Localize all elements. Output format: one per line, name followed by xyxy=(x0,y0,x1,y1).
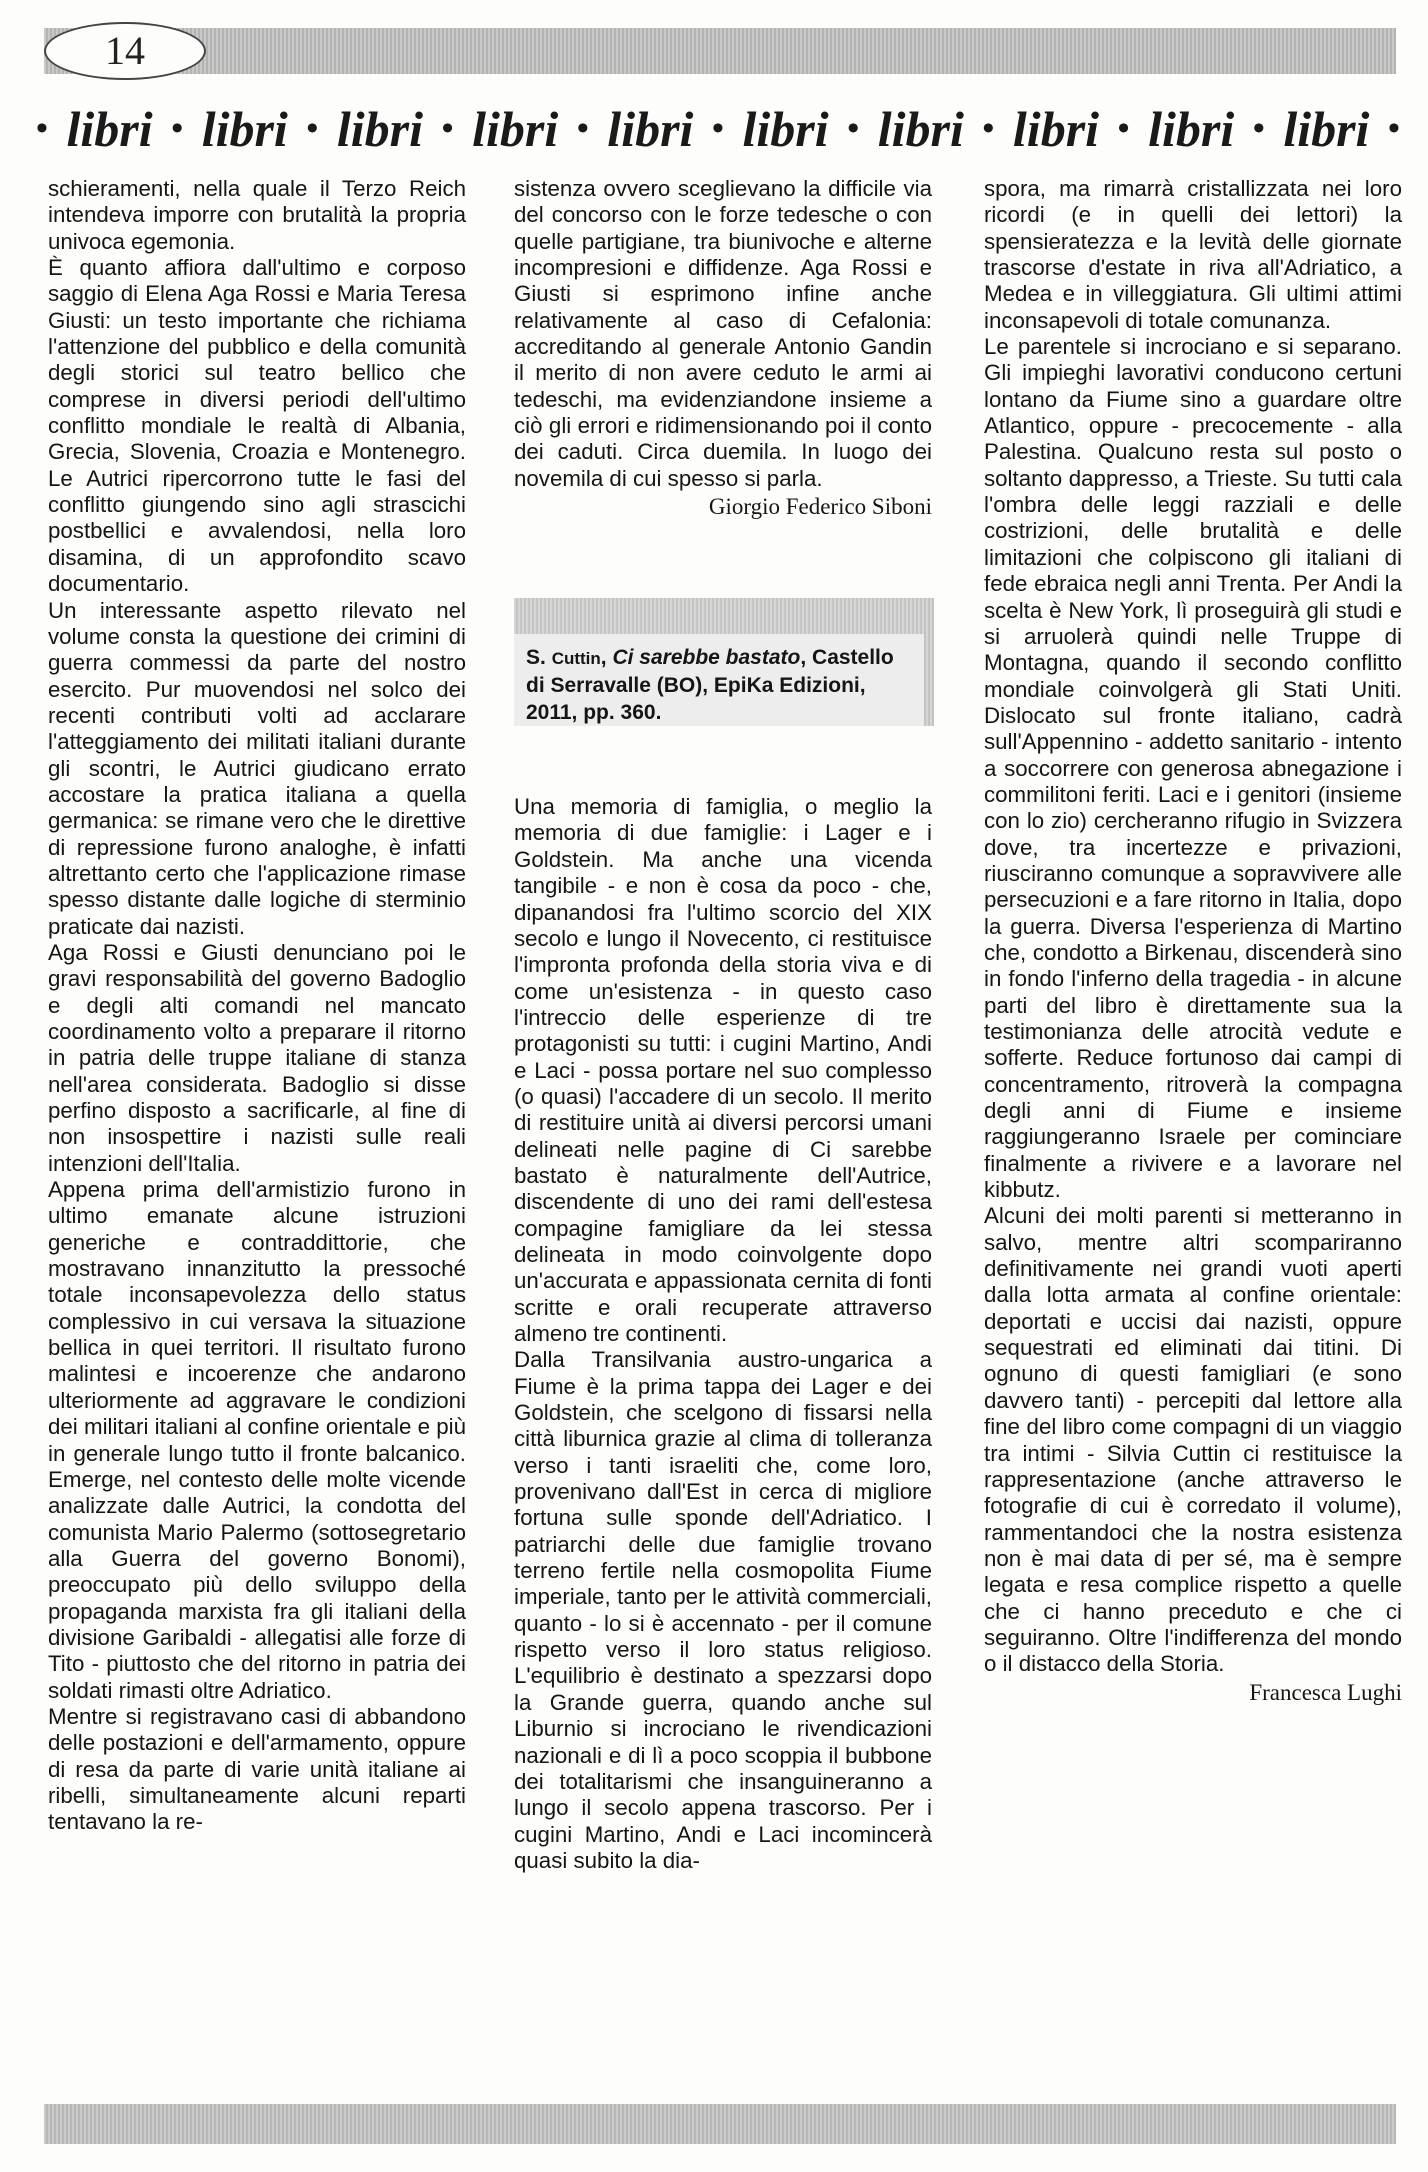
bullet-separator: • xyxy=(982,110,995,147)
bullet-separator: • xyxy=(712,110,724,147)
header-word: libri xyxy=(1148,101,1235,157)
bottom-banner-bar xyxy=(44,2104,1396,2144)
book-details: , Castello di Serravalle (BO), EpiKa Edizioni, 2011, pp. 360. xyxy=(526,646,894,725)
column-left xyxy=(48,176,466,1836)
bullet-separator: • xyxy=(171,110,184,147)
header-word: libri xyxy=(877,101,964,157)
book-title-separator: , xyxy=(600,646,613,670)
paragraph: Mentre si registravano casi di abbandono delle postazioni e dell'armamento, oppure di resa da parte di varie unità italiane ai ribelli, simultaneamente alcuni reparti tentavano la re- xyxy=(48,1703,466,1835)
book-reference-box xyxy=(514,598,934,726)
paragraph: sistenza ovvero sceglievano la difficile via del concorso con le forze tedesche o con quelle partigiane, tra biunivoche e alterne incompresioni e diffidenze. Aga Rossi e Giusti si esprimono infine anche relativamente al caso di Cefalonia: accreditando al generale Antonio Gandin il merito di non avere ceduto le armi ai tedeschi, ma evidenziandone insieme a ciò gli errori e ridimensionando poi il conto dei caduti. Circa duemila. In luogo dei novemila di cui spesso si parla. xyxy=(514,176,932,491)
section-header-libri xyxy=(36,98,1400,160)
bullet-separator: • xyxy=(1388,110,1400,147)
paragraph: Appena prima dell'armistizio furono in ultimo emanate alcune istruzioni generiche e contraddittorie, che mostravano innanzitutto la pressoché totale inconsapevolezza dello status complessivo in cui versava la situazione bellica in quei territori. Il risultato furono malintesi e incoerenze che andarono ulteriormente ad aggravare le condizioni dei militari italiani al confine orientale e più in generale lungo tutto il fronte balcanico. Emerge, nel contesto delle molte vicende analizzate dalle Autrici, la condotta del comunista Mario Palermo (sottosegretario alla Guerra del governo Bonomi), preoccupato più dello sviluppo della propaganda marxista fra gli italiani della divisione Garibaldi - allegatisi alle forze di Tito - piuttosto che del ritorno in patria dei soldati rimasti oltre Adriatico. xyxy=(48,1177,466,1703)
header-word: libri xyxy=(472,101,559,157)
header-word: libri xyxy=(1283,101,1370,157)
paragraph: È quanto affiora dall'ultimo e corposo saggio di Elena Aga Rossi e Maria Teresa Giusti: un testo importante che richiama l'attenzione del pubblico e della comunità degli storici sul teatro bellico che comprese in diversi periodi dell'ultimo conflitto mondiale le realtà di Albania, Grecia, Slovenia, Croazia e Montenegro. Le Autrici ripercorrono tutte le fasi del conflitto giungendo sino agli strascichi postbellici e avvalendosi, nella loro disamina, di un approfondito scavo documentario. xyxy=(48,255,466,597)
header-word: libri xyxy=(1012,101,1100,157)
book-author-initial: S. xyxy=(526,646,552,670)
review-signature: Francesca Lughi xyxy=(1249,1679,1402,1705)
paragraph: Un interessante aspetto rilevato nel volume consta la questione dei crimini di guerra commessi da parte del nostro esercito. Pur muovendosi nel solco dei recenti contributi volti ad acclarare l'atteggiamento dei militati italiani durante gli scontri, le Autrici giudicano errato accostare la pratica italiana a quella germanica: se rimane vero che le direttive di repressione furono analoghe, è infatti altrettanto certo che l'applicazione rimase spesso distante dalle logiche di sterminio praticate dai nazisti. xyxy=(48,597,466,939)
bullet-separator: • xyxy=(36,110,48,147)
review-signature: Giorgio Federico Siboni xyxy=(708,494,932,520)
bullet-separator: • xyxy=(1117,110,1130,147)
bullet-separator: • xyxy=(576,110,589,147)
book-title: Ci sarebbe bastato xyxy=(612,646,801,670)
paragraph: spora, ma rimarrà cristallizzata nei loro ricordi (e in quelli dei lettori) la spensieratezza e la levità delle giornate trascorse d'estate in riva all'Adriatico, a Medea e in villeggiatura. Gli ultimi attimi inconsapevoli di totale comunanza. xyxy=(984,176,1402,333)
book-author-surname: Cuttin xyxy=(551,649,601,669)
bullet-separator: • xyxy=(1252,110,1265,147)
paragraph: Alcuni dei molti parenti si metteranno in salvo, mentre altri scompariranno definitivamente nei grandi vuoti aperti dalla lotta armata al confine orientale: deportati e uccisi dai nazisti, oppure sequestrati ed eliminati dai titini. Di ognuno di questi famigliari (e sono davvero tanti) - percepiti dal lettore alla fine del libro come compagni di un viaggio tra intimi - Silvia Cuttin ci restituisce la rappresentazione (anche attraverso le fotografie di cui è corredato il volume), rammentandoci che la nostra esistenza non è mai data di per sé, ma è sempre legata e resa complice rispetto a quelle che ci hanno preceduto e che ci seguiranno. Oltre l'indifferenza del mondo o il distacco della Storia. xyxy=(984,1203,1402,1677)
book-reference xyxy=(514,634,924,726)
paragraph: Le parentele si incrociano e si separano. Gli impieghi lavorativi conducono certuni lontano da Fiume sino a guardare oltre Atlantico, oppure - precocemente - alla Palestina. Qualcuno resta sul posto o soltanto dappresso, a Trieste. Su tutti cala l'ombra delle leggi razziali e delle costrizioni, delle brutalità e delle limitazioni che colpiscono gli italiani di fede ebraica negli anni Trenta. Per Andi la scelta è New York, lì proseguirà gli studi e si arruolerà quindi nelle Truppe di Montagna, quando il secondo conflitto mondiale coinvolgerà gli Stati Uniti. Dislocato sul fronte italiano, cadrà sull'Appennino - addetto sanitario - intento a soccorrere con generosa abnegazione i commilitoni feriti. Laci e i genitori (insieme con lo zio) cercheranno rifugio in Svizzera dove, tra incertezze e privazioni, riusciranno comunque a sopravvivere alle persecuzioni e a fare ritorno in Italia, dopo la guerra. Diversa l'esperienza di Martino che, condotto a Birkenau, discenderà sino in fondo l'inferno della tragedia - in alcune parti del libro è direttamente sua la testimonianza delle atrocità vedute e sofferte. Reduce fortunoso dai campi di concentramento, ritroverà la compagna degli anni di Fiume e insieme raggiungeranno Israele per cominciare finalmente a rivivere e a lavorare nel kibbutz. xyxy=(984,334,1402,1203)
paragraph: Dalla Transilvania austro-ungarica a Fiume è la prima tappa dei Lager e dei Goldstein, che scelgono di fissarsi nella città liburnica grazie al clima di tolleranza verso i tanti israeliti che, come loro, provenivano dall'Est in cerca di migliore fortuna sulle sponde dell'Adriatico. I patriarchi delle due famiglie trovano terreno fertile nella cosmopolita Fiume imperiale, tanto per le attività commerciali, quanto - lo si è accennato - per il comune rispetto verso il loro status religioso. L'equilibrio è destinato a spezzarsi dopo la Grande guerra, quando anche sul Liburnio si incrociano le rivendicazioni nazionali e di lì a poco scoppia il bubbone dei totalitarismi che insanguineranno a lungo il secolo appena trascorso. Per i cugini Martino, Andi e Laci incomincerà quasi subito la dia- xyxy=(514,1347,932,1873)
bullet-separator: • xyxy=(847,110,860,147)
paragraph: Una memoria di famiglia, o meglio la memoria di due famiglie: i Lager e i Goldstein. Ma anche una vicenda tangibile - e non è cosa da poco - che, dipanandosi fra l'ultimo scorcio del XIX secolo e lungo il Novecento, ci restituisce l'impronta profonda della storia viva e di come un'esistenza - in questo caso l'intreccio delle esperienze di tre protagonisti su tutti: i cugini Martino, Andi e Laci - possa portare nel suo complesso (o quasi) l'accadere di un secolo. Il merito di restituire unità ai diversi percorsi umani delineati nelle pagine di Ci sarebbe bastato è naturalmente dell'Autrice, discendente di uno dei rami dell'estesa compagine famigliare da lei stessa delineata in modo coinvolgente dopo un'accurata e appassionata cernita di fonti scritte e orali recuperate attraverso almeno tre continenti. xyxy=(514,794,932,1346)
header-word: libri xyxy=(607,101,694,157)
header-word: libri xyxy=(201,101,288,157)
paragraph: schieramenti, nella quale il Terzo Reich intendeva imporre con brutalità la propria univoca egemonia. xyxy=(48,176,466,254)
bullet-separator: • xyxy=(306,110,319,147)
paragraph: Aga Rossi e Giusti denunciano poi le gravi responsabilità del governo Badoglio e degli alti comandi nel mancato coordinamento volto a preparare il ritorno in patria delle truppe italiane di stanza nell'area considerata. Badoglio si disse perfino disposto a sacrificarle, al fine di non insospettire i nazisti sulle reali intenzioni dell'Italia. xyxy=(48,939,466,1176)
header-word: libri xyxy=(336,101,424,157)
header-word: libri xyxy=(742,101,829,157)
header-word: libri xyxy=(66,101,153,157)
page-number: 14 xyxy=(44,22,206,80)
bullet-separator: • xyxy=(441,110,454,147)
top-banner-bar xyxy=(44,28,1396,74)
column-middle xyxy=(514,176,932,1874)
column-right xyxy=(984,176,1402,1708)
